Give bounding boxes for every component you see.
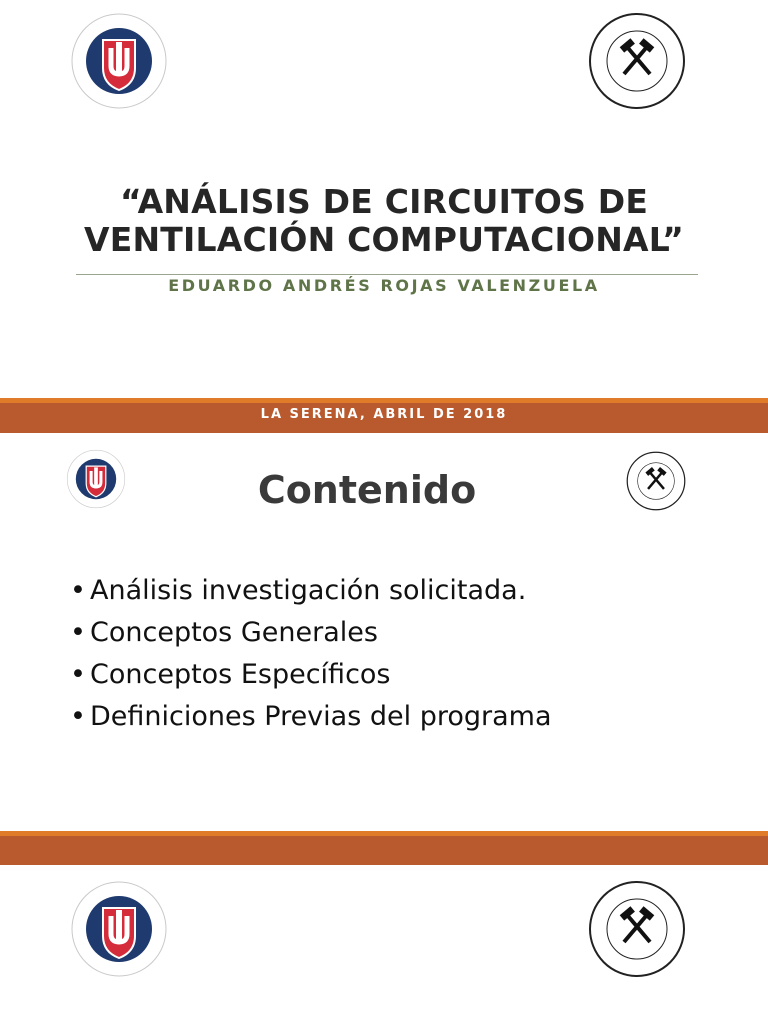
list-item <box>70 696 552 738</box>
uls-seal-icon <box>70 880 168 978</box>
uls-seal-icon <box>70 12 168 110</box>
uls-logo-bottom <box>70 880 168 978</box>
escuela-minas-logo <box>588 12 686 110</box>
content-list <box>70 570 552 738</box>
bullet-icon: • <box>70 701 86 732</box>
bullet-icon: • <box>70 575 86 606</box>
escuela-minas-seal-icon <box>588 12 686 110</box>
presentation-title <box>0 183 768 259</box>
escuela-minas-logo-bottom <box>588 880 686 978</box>
list-item <box>70 654 552 696</box>
bullet-icon: • <box>70 617 86 648</box>
escuela-minas-seal-icon <box>588 880 686 978</box>
list-item-text: Análisis investigación solicitada. <box>90 575 527 606</box>
author-name: EDUARDO ANDRÉS ROJAS VALENZUELA <box>168 276 600 295</box>
list-item <box>70 612 552 654</box>
list-item <box>70 570 552 612</box>
list-item-text: Definiciones Previas del programa <box>90 701 552 732</box>
bullet-icon: • <box>70 659 86 690</box>
title-divider <box>76 274 698 275</box>
list-item-text: Conceptos Generales <box>90 617 378 648</box>
list-item-text: Conceptos Específicos <box>90 659 391 690</box>
title-line-1: “ANÁLISIS DE CIRCUITOS DE <box>119 182 649 221</box>
uls-logo <box>70 12 168 110</box>
slide-title: Contenido <box>257 468 477 512</box>
footer-band <box>0 836 768 865</box>
title-line-2: VENTILACIÓN COMPUTACIONAL” <box>83 220 684 259</box>
date-text: LA SERENA, ABRIL DE 2018 <box>260 407 508 422</box>
